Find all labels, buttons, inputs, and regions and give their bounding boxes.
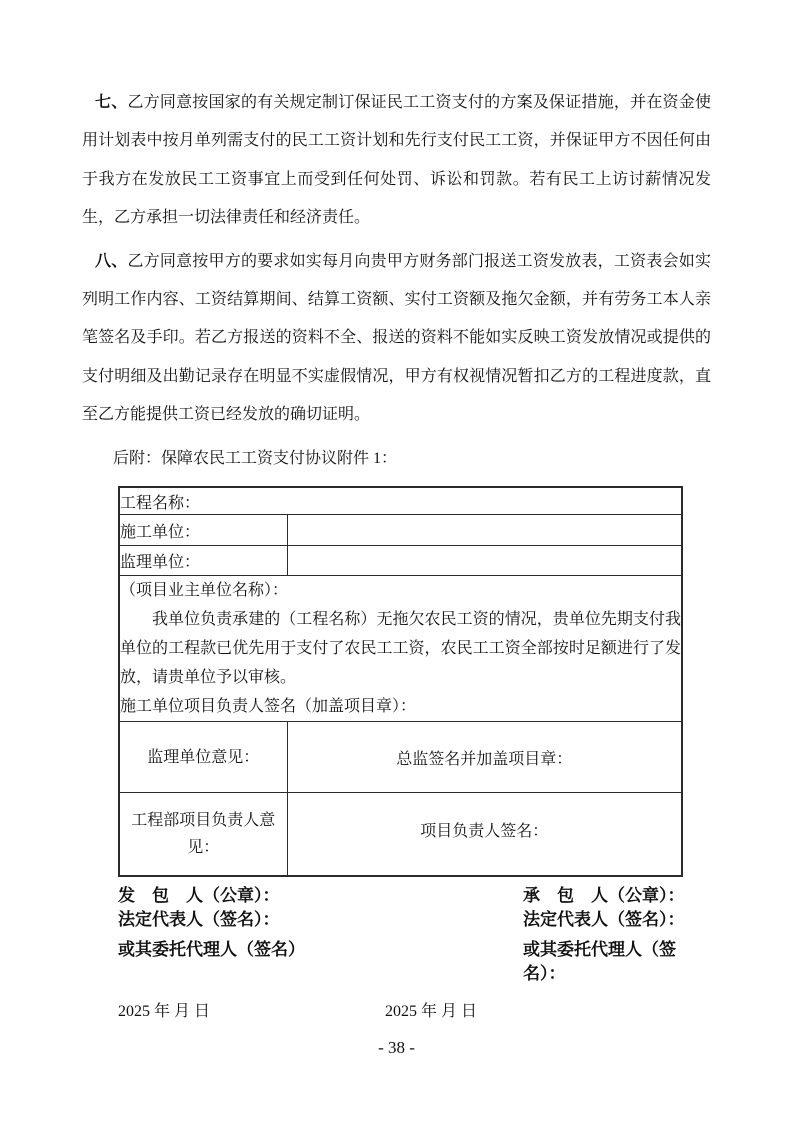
engineering-sign-hint: 项目负责人签名： [420, 823, 549, 841]
clause-eight [82, 243, 711, 435]
employer-agent-line: 或其委托代理人（签名） [118, 940, 305, 960]
clause-seven [82, 84, 711, 238]
supervisor-sign-hint: 总监签名并加盖项目章： [396, 750, 573, 768]
construction-unit-row [119, 515, 682, 546]
contractor-agent-line: 或其委托代理人（签名）： [523, 940, 676, 984]
employer-seal-line: 发 包 人（公章）： [118, 886, 280, 906]
engineering-sign-cell [287, 793, 682, 877]
owner-statement-row [119, 576, 682, 722]
employer-date-line: 2025 年 月 日 [118, 1003, 211, 1021]
supervision-unit-value [287, 546, 682, 576]
employer-signature-column [82, 884, 523, 986]
clause-seven-number: 七、 [95, 94, 128, 111]
employer-legal-rep-line: 法定代表人（签名）： [118, 910, 280, 930]
contractor-date-line: 2025 年 月 日 [385, 1003, 478, 1021]
clause-eight-number: 八、 [95, 252, 128, 270]
supervisor-sign-cell [287, 722, 682, 793]
construction-unit-label: 施工单位： [119, 515, 287, 546]
page-number: - 38 - [378, 1038, 415, 1057]
supervisor-opinion-label: 监理单位意见： [119, 722, 287, 793]
owner-statement-text: 我单位负责承建的（工程名称）无拖欠农民工资的情况，贵单位先期支付我单位的工程款已优先用于支付了农民工工资，农民工工资全部按时足额进行了发放，请贵单位予以审核。 [120, 611, 682, 687]
project-name-row [119, 487, 682, 515]
attachment-note: 后附：保障农民工工资支付协议附件 1： [113, 449, 398, 467]
contractor-signature-column [523, 884, 711, 986]
construction-signer-line: 施工单位项目负责人签名（加盖项目章）： [120, 698, 417, 716]
date-block [82, 1000, 711, 1024]
clause-eight-text: 乙方同意按甲方的要求如实每月向贵甲方财务部门报送工资发放表，工资表会如实列明工作内容、工资结算期间、结算工资额、实付工资额及拖欠金额，并有劳务工本人亲笔签名及手印。若乙方报送的资料不全、报送的资料不能如实反映工资发放情况或提供的支付明细及出勤记录存在明显不实虚假情况，甲方有权视情况暂扣乙方的工程进度款，直至乙方能提供工资已经发放的确切证明。 [82, 252, 711, 424]
owner-statement-cell [119, 576, 682, 722]
signature-block [82, 884, 711, 986]
project-name-label: 工程名称： [119, 487, 682, 515]
clause-seven-text: 乙方同意按国家的有关规定制订保证民工工资支付的方案及保证措施，并在资金使用计划表中按月单列需支付的民工工资计划和先行支付民工工资，并保证甲方不因任何由于我方在发放民工工资事宜上而受到任何处罚、诉讼和罚款。若有民工上访讨薪情况发生，乙方承担一切法律责任和经济责任。 [82, 94, 711, 227]
contractor-seal-line: 承 包 人（公章）： [523, 886, 685, 906]
wage-guarantee-form [118, 486, 683, 877]
engineering-opinion-row [119, 793, 682, 877]
engineering-opinion-label: 工程部项目负责人意见： [119, 793, 287, 877]
supervision-unit-row [119, 546, 682, 576]
construction-unit-value [287, 515, 682, 546]
supervisor-opinion-row [119, 722, 682, 793]
contractor-legal-rep-line: 法定代表人（签名）： [523, 910, 685, 930]
owner-unit-name-line: （项目业主单位名称）： [120, 582, 289, 600]
supervision-unit-label: 监理单位： [119, 546, 287, 576]
